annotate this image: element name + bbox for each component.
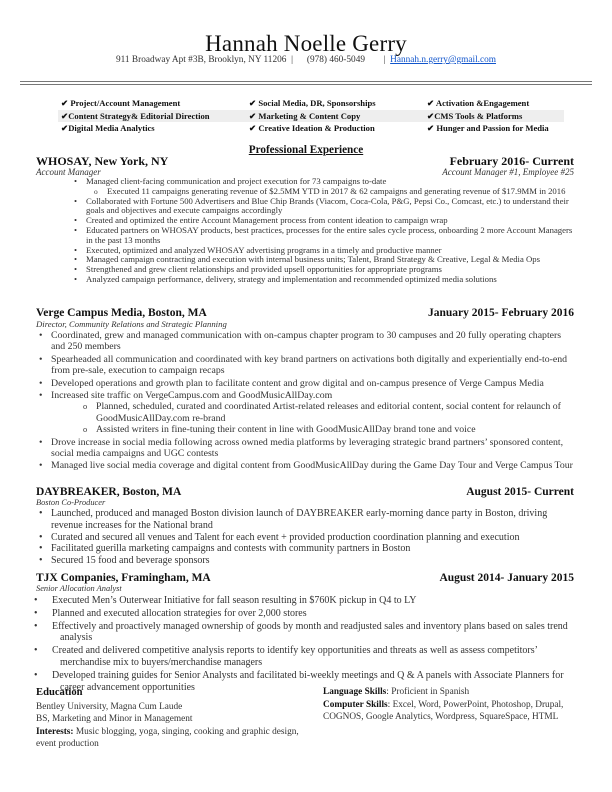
- bullet: • Effectively and proactively managed ownership of goods by month and readjusted sales and inventory plans based on sales trend analysis: [52, 621, 574, 645]
- job-header: [36, 572, 574, 584]
- skill-item: ✔Digital Media Analytics: [61, 123, 155, 133]
- computer-text: : Excel, Word, PowerPoint, Photoshop, Drupal, COGNOS, Google Analytics, Wordpress, SquareSpace, HTML: [323, 699, 564, 723]
- skill-item: ✔CMS Tools & Platforms: [427, 110, 523, 121]
- bullet: • Developed operations and growth plan to facilitate content and grow digital and on-campus presence of Verge Campus Media: [51, 378, 574, 389]
- interests-label: Interests:: [36, 726, 74, 737]
- degree: BS, Marketing and Minor in Management: [36, 714, 193, 725]
- bullet: • Spearheaded all communication and coordinated with key brand partners on activations both digitally and experientially end-to-end from pre-sale, execution to campaign recaps: [51, 354, 574, 377]
- job-title: Boston Co-Producer: [36, 498, 106, 507]
- bullet: • Developed training guides for Senior Analysts and facilitated bi-weekly meetings and Q & A panels with Associate Planners for career advancement opportunities: [52, 670, 574, 694]
- job-dates: February 2016- Current: [449, 154, 574, 168]
- computer-label: Computer Skills: [323, 699, 388, 710]
- contact-line: [0, 55, 612, 65]
- job-subtitle: Account Manager #1, Employee #25: [442, 167, 574, 177]
- company: Verge Campus Media, Boston, MA: [36, 307, 207, 319]
- job-bullets: [36, 508, 574, 567]
- sub-bullet: o Executed 11 campaigns generating revenue of $2.5MM YTD in 2017 & 62 campaigns and generating revenue of $17.9MM in 2016: [107, 187, 574, 197]
- job-bullets: [36, 330, 574, 472]
- phone: (978) 460-5049: [306, 55, 365, 65]
- job-title: Account Manager: [36, 167, 101, 177]
- education-section: [36, 687, 306, 751]
- job-verge: [36, 307, 574, 472]
- job-title-row: [36, 498, 574, 508]
- bullet: • Planned and executed allocation strategies for over 2,000 stores: [52, 608, 574, 620]
- other-skills-section: [323, 686, 573, 724]
- bullet: • Coordinated, grew and managed communication with on-campus chapter program to 30 campuses and 20 fully operating chapters and 250 members: [51, 330, 574, 353]
- bullet: • Managed client-facing communication and project execution for 73 campaigns to-date: [86, 177, 574, 187]
- bullet: • Executed, optimized and analyzed WHOSAY advertising programs in a timely and productive manner: [86, 246, 574, 256]
- job-bullets: [36, 595, 574, 693]
- bullet: • Created and delivered competitive analysis reports to identify key opportunities and threats as well as assess competitors’ merchandise mix to buyers/merchandise managers: [52, 645, 574, 669]
- address: 911 Broadway Apt #3B, Brooklyn, NY 11206: [115, 55, 287, 65]
- skill-item: ✔ Marketing & Content Copy: [249, 110, 361, 121]
- skill-item: ✔ Hunger and Passion for Media: [427, 123, 549, 133]
- education-heading: Education: [36, 687, 83, 698]
- language-label: Language Skills: [323, 687, 387, 697]
- header-rule: [20, 84, 592, 85]
- skill-item: ✔ Project/Account Management: [61, 98, 181, 108]
- separator: |: [291, 55, 293, 65]
- job-title: Senior Allocation Analyst: [36, 584, 122, 593]
- email-link[interactable]: Hannah.n.gerry@gmail.com: [390, 55, 497, 65]
- job-header: [36, 486, 574, 498]
- job-whosay: [36, 155, 574, 285]
- job-header: [36, 307, 574, 319]
- language-text: : Proficient in Spanish: [386, 687, 470, 697]
- job-title-row: [36, 319, 574, 329]
- section-heading-experience: Professional Experience: [248, 144, 364, 156]
- skills-row: [58, 97, 564, 110]
- job-header: [36, 155, 574, 167]
- skill-item: ✔ Social Media, DR, Sponsorships: [249, 98, 376, 108]
- sub-bullet: o Planned, scheduled, curated and coordinated Artist-related releases and editorial content, social content for relaunch of GoodMusicAllDay.com re-brand: [96, 401, 574, 424]
- interests: [36, 726, 306, 751]
- separator: |: [383, 55, 386, 65]
- school: Bentley University, Magna Cum Laude: [36, 701, 183, 712]
- company: TJX Companies, Framingham, MA: [36, 572, 211, 584]
- bullet: • Educated partners on WHOSAY products, best practices, processes for the entire sales cycle process, onboarding 2 more Account Managers in the past 13 months: [86, 226, 574, 246]
- skills-table: [58, 97, 564, 135]
- skill-item: ✔ Activation &Engagement: [427, 98, 530, 108]
- resume-name: Hannah Noelle Gerry: [205, 31, 407, 56]
- skill-item: ✔ Creative Ideation & Production: [249, 123, 375, 133]
- job-dates: August 2014- January 2015: [439, 572, 574, 584]
- bullet: • Collaborated with Fortune 500 Advertisers and Blue Chip Brands (Viacom, Coca-Cola, P&G, Pepsi Co., Comcast, etc.) to understand their goals and objectives and execute campaigns accordingly: [86, 197, 574, 217]
- bullet: • Curated and secured all venues and Talent for each event + provided production coordination planning and execution: [51, 532, 574, 544]
- bullet: • Drove increase in social media following across owned media platforms by leveraging strategic brand partners’ sponsored content, social media campaigns and UGC contests: [51, 437, 574, 460]
- skills-row: [58, 122, 564, 135]
- sub-bullet: o Assisted writers in fine-tuning their content in line with GoodMusicAllDay brand tone and voice: [96, 424, 574, 435]
- bullet: • Launched, produced and managed Boston division launch of DAYBREAKER early-morning dance party in Boston, driving revenue increases for the National brand: [51, 508, 574, 532]
- skill-item: ✔Content Strategy& Editorial Direction: [61, 110, 210, 121]
- bullet: • Managed live social media coverage and digital content from GoodMusicAllDay during the Game Day Tour and Verge Campus Tour: [51, 460, 574, 471]
- bullet: • Created and optimized the entire Account Management process from content ideation to campaign wrap: [86, 216, 574, 226]
- language-skills: [323, 686, 573, 699]
- bullet: • Analyzed campaign performance, delivery, strategy and implementation and recommended optimized media solutions: [86, 275, 574, 285]
- company: DAYBREAKER, Boston, MA: [36, 486, 182, 498]
- job-dates: August 2015- Current: [466, 486, 574, 498]
- job-bullets: [36, 177, 574, 285]
- job-daybreaker: [36, 486, 574, 567]
- bullet: • Facilitated guerilla marketing campaigns and contests with community partners in Boston: [51, 543, 574, 555]
- company: WHOSAY, New York, NY: [36, 154, 169, 168]
- interests-text: Music blogging, yoga, singing, cooking and graphic design, event production: [36, 726, 299, 750]
- bullet: • Strengthened and grew client relationships and provided upsell opportunities for appropriate programs: [86, 265, 574, 275]
- header-rule: [20, 81, 592, 82]
- job-tjx: [36, 572, 574, 693]
- bullet: • Managed campaign contracting and execution with internal business units; Talent, Brand Strategy & Creative, Legal & Media Ops: [86, 255, 574, 265]
- bullet: • Executed Men’s Outerwear Initiative for fall season resulting in $760K pickup in Q4 to LY: [52, 595, 574, 607]
- bullet: • Increased site traffic on VergeCampus.com and GoodMusicAllDay.com: [51, 390, 574, 401]
- skills-row: [58, 110, 564, 123]
- bullet: • Secured 15 food and beverage sponsors: [51, 555, 574, 567]
- computer-skills: [323, 699, 573, 724]
- job-title: Director, Community Relations and Strategic Planning: [36, 319, 227, 329]
- job-title-row: [36, 584, 574, 594]
- job-dates: January 2015- February 2016: [428, 307, 574, 319]
